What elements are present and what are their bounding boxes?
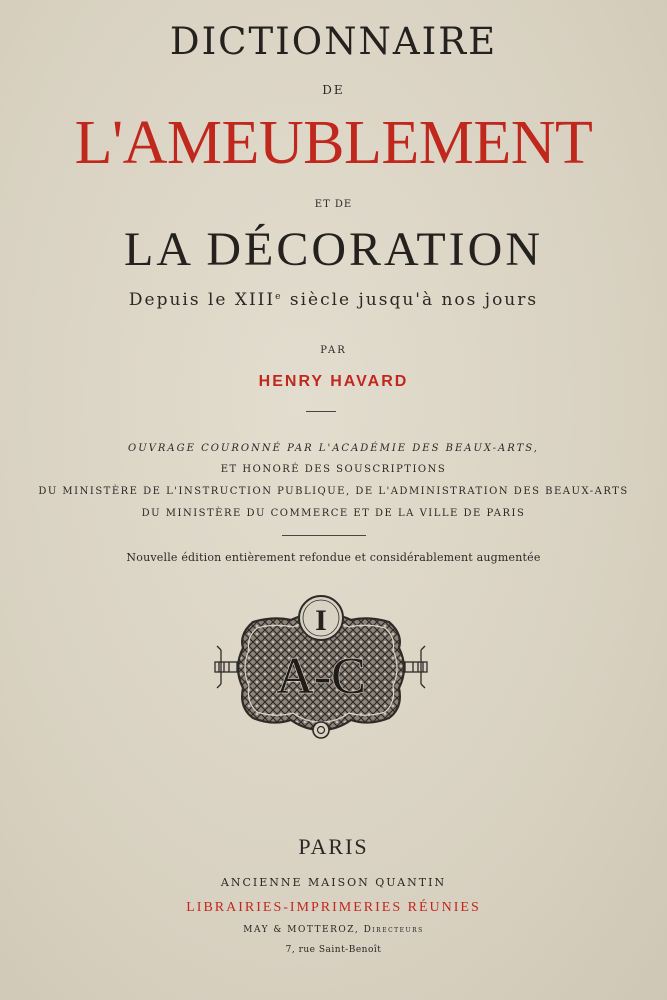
subtitle-sup: e (275, 292, 283, 302)
title-main: L'AMEUBLEMENT (74, 109, 593, 177)
honors-line-2: ET HONORÉ DES SOUSCRIPTIONS (220, 464, 447, 475)
publisher-city: PARIS (298, 834, 369, 859)
honors-line-1: OUVRAGE COURONNÉ PAR L'ACADÉMIE DES BEAUX-ARTS, (128, 443, 539, 454)
title-et-de: ET DE (314, 199, 353, 210)
title-line-decoration: LA DÉCORATION (124, 223, 543, 276)
publisher-directors (0, 925, 667, 935)
honors-line-4: DU MINISTÈRE DU COMMERCE ET DE LA VILLE DE PARIS (141, 508, 526, 519)
publisher-name: LIBRAIRIES-IMPRIMERIES RÉUNIES (186, 900, 481, 915)
volume-range: A-C (276, 648, 366, 705)
subtitle-post: siècle jusqu'à nos jours (282, 290, 539, 310)
publisher-address: 7, rue Saint-Benoît (285, 945, 382, 955)
divider-long (282, 535, 366, 536)
title-de: DE (322, 83, 345, 97)
volume-cartouche (213, 590, 429, 754)
divider-short (306, 411, 336, 412)
volume-number: I (315, 604, 327, 637)
honors-line-3: DU MINISTÈRE DE L'INSTRUCTION PUBLIQUE, DE L'ADMINISTRATION DES BEAUX-ARTS (38, 486, 629, 497)
directors-names: MAY & MOTTEROZ, (243, 925, 364, 935)
edition-note: Nouvelle édition entièrement refondue et considérablement augmentée (126, 551, 541, 564)
author-par: PAR (320, 345, 347, 356)
subtitle (0, 290, 667, 310)
ornament-left (215, 646, 237, 688)
publisher-house: ANCIENNE MAISON QUANTIN (220, 876, 447, 889)
title-line-dictionnaire: DICTIONNAIRE (169, 20, 498, 63)
author-name: HENRY HAVARD (258, 373, 409, 390)
ornament-right (405, 646, 427, 688)
directors-title: Directeurs (363, 925, 424, 935)
subtitle-pre: Depuis le XIII (128, 290, 276, 310)
